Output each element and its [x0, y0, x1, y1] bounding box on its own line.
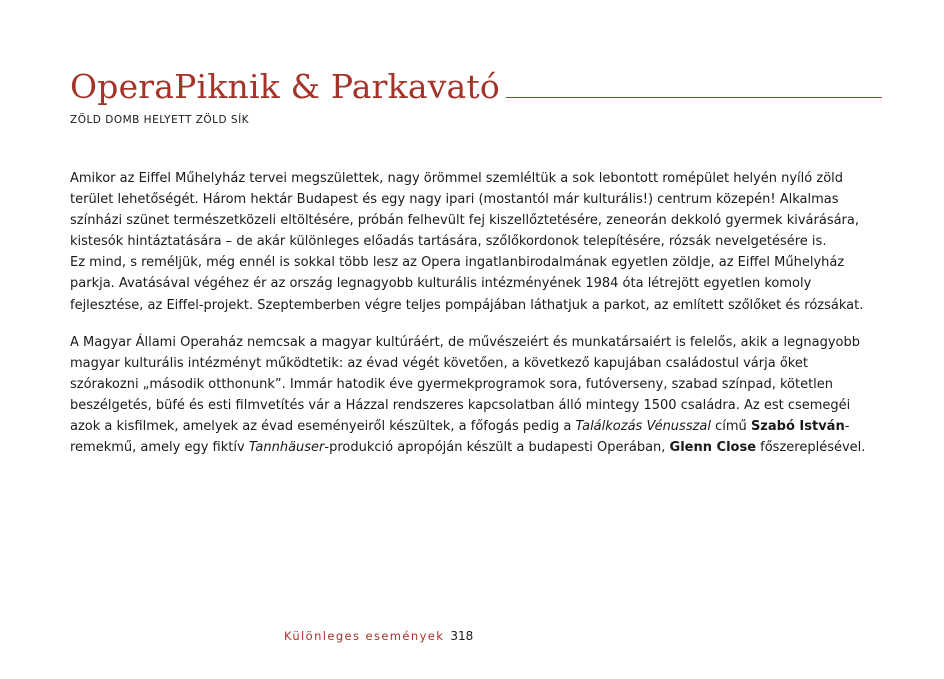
paragraph-line: kistesók hintáztatására – de akár különleges előadás tartására, szőlőkordonok telepítésére, rózsák nevelgetésére is. — [70, 234, 827, 250]
paragraph-line: terület lehetőségét. Három hektár Budapest és egy nagy ipari (mostantól már kulturális!) centrum közepén! Alkalmas — [70, 192, 839, 208]
page-subtitle: ZÖLD DOMB HELYETT ZÖLD SÍK — [70, 114, 250, 126]
line-text: - — [844, 419, 850, 435]
paragraph-line: parkja. Avatásával végéhez ér az ország legnagyobb kulturális intézményének 1984 óta létrejött egyetlen komoly — [70, 276, 812, 292]
film-title: Találkozás Vénusszal — [575, 419, 711, 435]
page-title: OperaPiknik & Parkavató — [70, 67, 500, 106]
paragraph-line: fejlesztése, az Eiffel-projekt. Szeptemberben végre teljes pompájában láthatjuk a parkot, az említett szőlőket és rózsákat. — [70, 297, 864, 313]
line-text: remekmű, amely egy fiktív — [70, 440, 249, 456]
paragraph-line: magyar kulturális intézményt működtetik: az évad végét követően, a következő kapujában családostul várja őket — [70, 355, 808, 371]
opera-title: Tannhäuser — [248, 440, 325, 456]
line-text: című — [711, 419, 751, 435]
paragraph-1 — [70, 168, 885, 316]
paragraph-line: szórakozni „második otthonunk”. Immár hatodik éve gyermekprogramok sora, futóverseny, szabad színpad, kötetlen — [70, 376, 834, 392]
line-text: -produkció apropóján készült a budapesti Operában, — [324, 440, 670, 456]
title-rule — [506, 97, 882, 98]
paragraph-line: Amikor az Eiffel Műhelyház tervei megszülettek, nagy örömmel szemléltük a sok lebontott romépület helyén nyíló zöld — [70, 171, 844, 186]
title-row — [70, 64, 882, 110]
paragraph-line: beszélgetés, büfé és esti filmvetítés vár a Házzal rendszeres kapcsolatban álló mintegy 1500 családra. Az est csemegéi — [70, 397, 851, 413]
page-footer — [284, 625, 473, 645]
actor-name: Glenn Close — [669, 440, 757, 456]
paragraph-line: A Magyar Állami Operaház nemcsak a magyar kultúráért, de művészeiért és munkatársaiért is felelős, akik a legnagyobb — [70, 334, 860, 350]
footer-section-title: Különleges események — [284, 629, 445, 643]
paragraph-line: Ez mind, s reméljük, még ennél is sokkal több lesz az Opera ingatlanbirodalmának egyetlen zöldje, az Eiffel Műhelyház — [70, 255, 845, 271]
paragraph-line — [70, 416, 885, 437]
line-text: főszereplésével. — [756, 440, 866, 456]
paragraph-2 — [70, 332, 885, 459]
article-body — [70, 168, 885, 474]
page-number: 318 — [450, 629, 474, 643]
line-text: azok a kisfilmek, amelyek az évad eseményeiről készültek, a főfogás pedig a — [70, 419, 576, 435]
paragraph-line: színházi szünet természetközeli eltöltésére, próbán felhevült fej kiszellőztetésére, zeneorán dekkoló gyermek kivárására, — [70, 213, 860, 229]
paragraph-line — [70, 437, 885, 458]
director-name: Szabó István — [750, 419, 845, 435]
